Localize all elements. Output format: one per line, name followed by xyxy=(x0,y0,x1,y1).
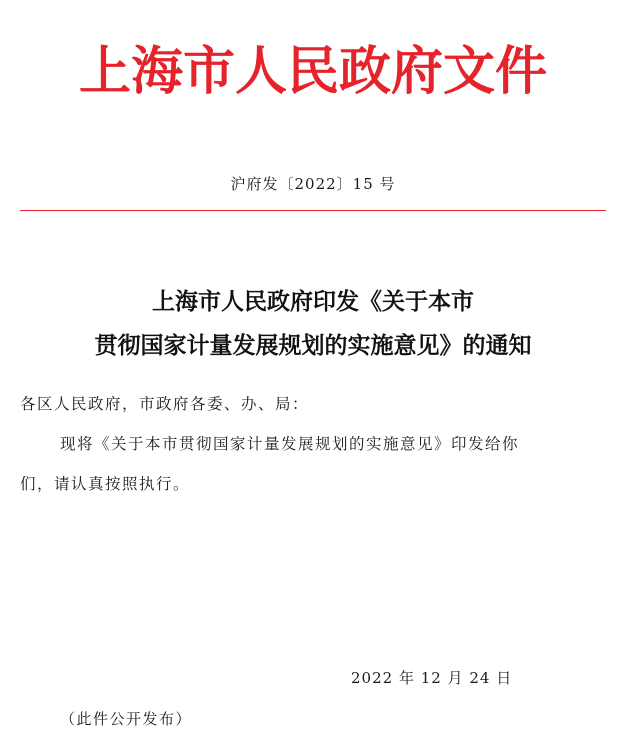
document-number: 沪府发〔2022〕15 号 xyxy=(230,175,396,193)
issue-date: 2022 年 12 月 24 日 xyxy=(351,669,513,687)
red-divider-line xyxy=(20,210,606,211)
publication-notice: （此件公开发布） xyxy=(60,710,193,728)
notice-title-line-2: 贯彻国家计量发展规划的实施意见》的通知 xyxy=(94,333,532,359)
body-paragraph-line-2: 们，请认真按照执行。 xyxy=(20,475,191,493)
document-masthead: 上海市人民政府文件 xyxy=(78,41,547,102)
notice-title-line-1: 上海市人民政府印发《关于本市 xyxy=(152,289,474,315)
body-paragraph-line-1: 现将《关于本市贯彻国家计量发展规划的实施意见》印发给你 xyxy=(60,435,520,453)
addressee-salutation: 各区人民政府，市政府各委、办、局： xyxy=(20,395,310,413)
